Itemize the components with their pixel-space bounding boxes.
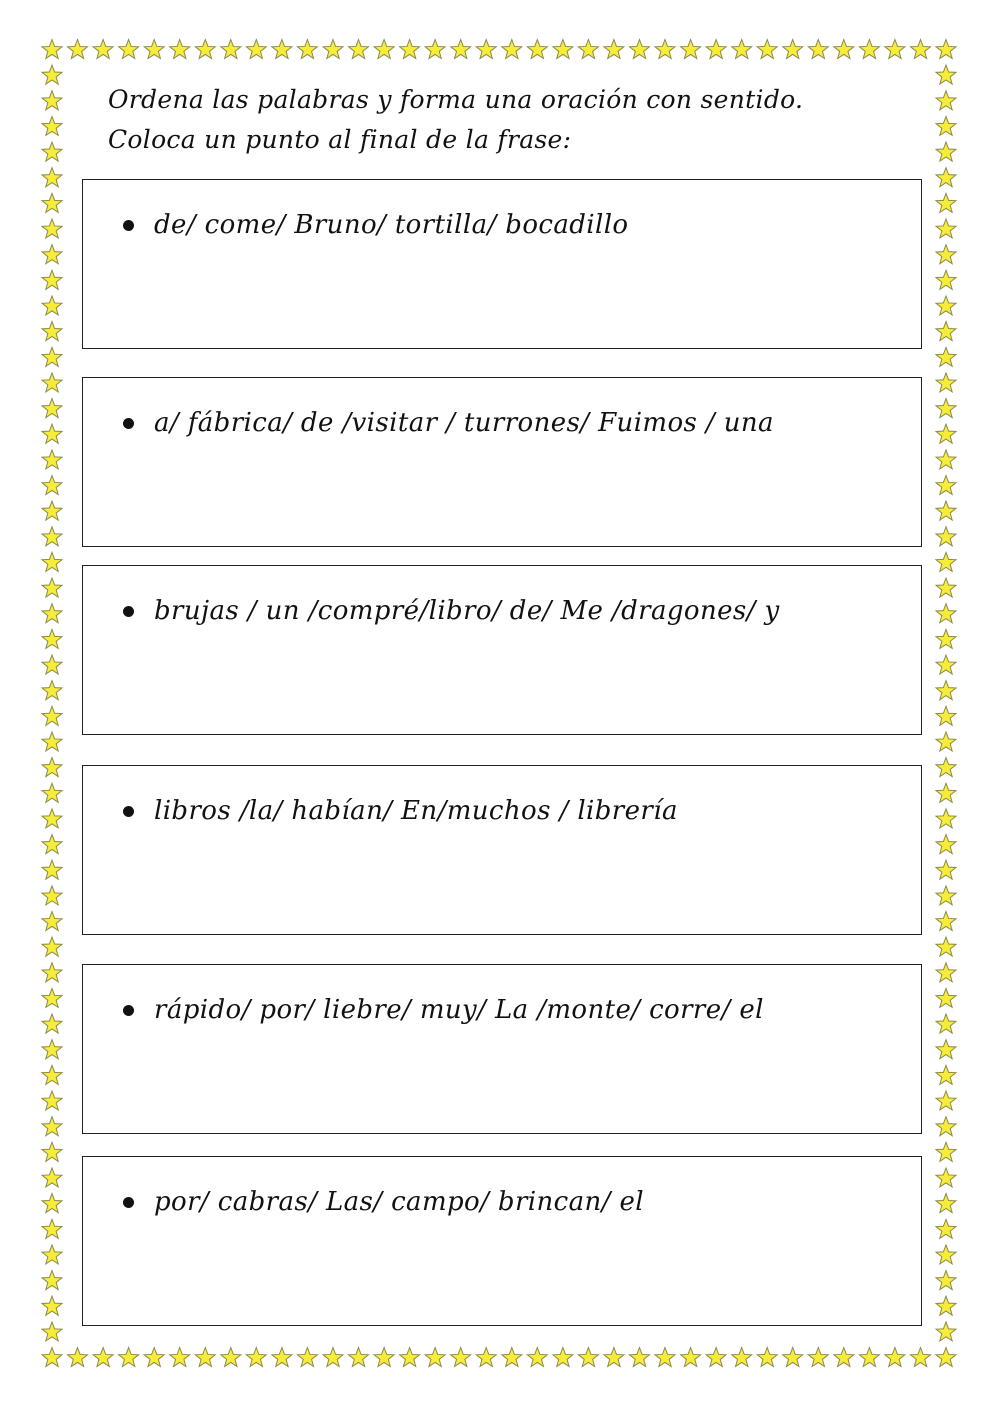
star-icon bbox=[42, 245, 62, 264]
exercise-item bbox=[123, 210, 629, 240]
star-icon bbox=[936, 886, 956, 905]
star-icon bbox=[42, 116, 62, 135]
star-icon bbox=[42, 937, 62, 956]
star-icon bbox=[553, 40, 573, 59]
exercise-item bbox=[123, 995, 764, 1025]
star-icon bbox=[936, 399, 956, 418]
star-icon bbox=[527, 1348, 547, 1367]
star-icon bbox=[323, 1348, 343, 1367]
star-icon bbox=[374, 40, 394, 59]
star-icon bbox=[42, 1296, 62, 1315]
star-icon bbox=[655, 1348, 675, 1367]
star-icon bbox=[732, 1348, 752, 1367]
instructions bbox=[108, 80, 908, 160]
star-icon bbox=[93, 1348, 113, 1367]
star-icon bbox=[936, 988, 956, 1007]
star-icon bbox=[42, 1219, 62, 1238]
star-icon bbox=[42, 219, 62, 238]
star-icon bbox=[936, 450, 956, 469]
star-icon bbox=[706, 1348, 726, 1367]
exercise-item bbox=[123, 408, 774, 438]
star-icon bbox=[42, 783, 62, 802]
exercise-box-5[interactable] bbox=[82, 964, 922, 1134]
star-icon bbox=[42, 1065, 62, 1084]
star-icon bbox=[757, 40, 777, 59]
star-icon bbox=[936, 1245, 956, 1264]
bullet-icon bbox=[123, 1005, 134, 1016]
star-icon bbox=[911, 1348, 931, 1367]
star-icon bbox=[783, 1348, 803, 1367]
star-icon bbox=[272, 40, 292, 59]
bullet-icon bbox=[123, 606, 134, 617]
star-icon bbox=[42, 1322, 62, 1341]
exercise-box-2[interactable] bbox=[82, 377, 922, 547]
star-icon bbox=[42, 1194, 62, 1213]
star-icon bbox=[936, 424, 956, 443]
star-icon bbox=[936, 629, 956, 648]
star-icon bbox=[42, 40, 62, 59]
star-icon bbox=[42, 91, 62, 110]
star-icon bbox=[936, 860, 956, 879]
star-icon bbox=[936, 655, 956, 674]
star-icon bbox=[42, 1245, 62, 1264]
star-icon bbox=[936, 681, 956, 700]
star-icon bbox=[42, 399, 62, 418]
star-icon bbox=[757, 1348, 777, 1367]
exercise-item bbox=[123, 796, 678, 826]
star-icon bbox=[732, 40, 752, 59]
star-icon bbox=[42, 168, 62, 187]
star-icon bbox=[936, 270, 956, 289]
star-icon bbox=[42, 501, 62, 520]
star-icon bbox=[936, 1117, 956, 1136]
star-icon bbox=[808, 40, 828, 59]
star-icon bbox=[936, 552, 956, 571]
star-icon bbox=[42, 758, 62, 777]
star-icon bbox=[604, 40, 624, 59]
scrambled-words: brujas / un /compré/libro/ de/ Me /dragones/ y bbox=[154, 596, 780, 626]
star-icon bbox=[936, 1040, 956, 1059]
star-icon bbox=[144, 40, 164, 59]
exercise-box-6[interactable] bbox=[82, 1156, 922, 1326]
scrambled-words: rápido/ por/ liebre/ muy/ La /monte/ corre/ el bbox=[154, 995, 764, 1025]
star-icon bbox=[476, 1348, 496, 1367]
star-icon bbox=[221, 1348, 241, 1367]
star-icon bbox=[630, 1348, 650, 1367]
star-icon bbox=[195, 1348, 215, 1367]
star-icon bbox=[936, 1142, 956, 1161]
star-icon bbox=[42, 886, 62, 905]
instruction-line-2: Coloca un punto al final de la frase: bbox=[108, 125, 572, 154]
star-icon bbox=[553, 1348, 573, 1367]
star-icon bbox=[655, 40, 675, 59]
star-icon bbox=[425, 40, 445, 59]
star-icon bbox=[630, 40, 650, 59]
star-icon bbox=[834, 40, 854, 59]
star-icon bbox=[936, 732, 956, 751]
star-icon bbox=[936, 758, 956, 777]
star-icon bbox=[885, 40, 905, 59]
star-icon bbox=[195, 40, 215, 59]
star-icon bbox=[936, 604, 956, 623]
star-icon bbox=[578, 40, 598, 59]
star-icon bbox=[706, 40, 726, 59]
star-icon bbox=[246, 1348, 266, 1367]
star-icon bbox=[144, 1348, 164, 1367]
star-icon bbox=[42, 1142, 62, 1161]
scrambled-words: a/ fábrica/ de /visitar / turrones/ Fuimos / una bbox=[154, 408, 774, 438]
star-icon bbox=[936, 296, 956, 315]
star-icon bbox=[42, 1117, 62, 1136]
star-icon bbox=[936, 142, 956, 161]
star-icon bbox=[42, 347, 62, 366]
star-icon bbox=[42, 655, 62, 674]
star-icon bbox=[323, 40, 343, 59]
star-icon bbox=[425, 1348, 445, 1367]
star-icon bbox=[527, 40, 547, 59]
scrambled-words: libros /la/ habían/ En/muchos / librería bbox=[154, 796, 678, 826]
star-icon bbox=[42, 629, 62, 648]
star-icon bbox=[272, 1348, 292, 1367]
star-icon bbox=[68, 1348, 88, 1367]
star-icon bbox=[42, 476, 62, 495]
star-icon bbox=[451, 1348, 471, 1367]
star-icon bbox=[834, 1348, 854, 1367]
star-icon bbox=[349, 1348, 369, 1367]
star-icon bbox=[42, 1014, 62, 1033]
star-icon bbox=[42, 732, 62, 751]
star-icon bbox=[936, 783, 956, 802]
star-icon bbox=[936, 835, 956, 854]
star-icon bbox=[936, 937, 956, 956]
star-icon bbox=[374, 1348, 394, 1367]
star-icon bbox=[119, 40, 139, 59]
star-icon bbox=[936, 1194, 956, 1213]
star-icon bbox=[502, 1348, 522, 1367]
exercise-box-4[interactable] bbox=[82, 765, 922, 935]
star-icon bbox=[42, 988, 62, 1007]
star-icon bbox=[859, 1348, 879, 1367]
star-icon bbox=[936, 322, 956, 341]
star-icon bbox=[42, 527, 62, 546]
star-icon bbox=[578, 1348, 598, 1367]
star-icon bbox=[936, 809, 956, 828]
star-icon bbox=[476, 40, 496, 59]
star-icon bbox=[936, 1091, 956, 1110]
star-icon bbox=[936, 168, 956, 187]
star-icon bbox=[936, 963, 956, 982]
star-icon bbox=[400, 40, 420, 59]
star-icon bbox=[936, 1014, 956, 1033]
star-icon bbox=[42, 270, 62, 289]
star-icon bbox=[42, 1348, 62, 1367]
star-icon bbox=[221, 40, 241, 59]
star-icon bbox=[42, 1091, 62, 1110]
star-icon bbox=[936, 912, 956, 931]
star-icon bbox=[119, 1348, 139, 1367]
star-icon bbox=[42, 681, 62, 700]
star-icon bbox=[42, 296, 62, 315]
star-icon bbox=[502, 40, 522, 59]
star-icon bbox=[936, 476, 956, 495]
star-icon bbox=[936, 219, 956, 238]
star-icon bbox=[936, 706, 956, 725]
star-icon bbox=[42, 322, 62, 341]
exercise-box-1[interactable] bbox=[82, 179, 922, 349]
star-icon bbox=[297, 40, 317, 59]
star-icon bbox=[42, 604, 62, 623]
star-icon bbox=[42, 193, 62, 212]
star-icon bbox=[604, 1348, 624, 1367]
star-icon bbox=[936, 578, 956, 597]
star-icon bbox=[911, 40, 931, 59]
star-icon bbox=[681, 1348, 701, 1367]
exercise-item bbox=[123, 1187, 644, 1217]
star-icon bbox=[93, 40, 113, 59]
scrambled-words: de/ come/ Bruno/ tortilla/ bocadillo bbox=[154, 210, 629, 240]
star-icon bbox=[42, 450, 62, 469]
star-icon bbox=[400, 1348, 420, 1367]
star-icon bbox=[68, 40, 88, 59]
star-icon bbox=[936, 40, 956, 59]
exercise-box-3[interactable] bbox=[82, 565, 922, 735]
star-icon bbox=[42, 1271, 62, 1290]
star-icon bbox=[859, 40, 879, 59]
star-icon bbox=[936, 1271, 956, 1290]
star-icon bbox=[42, 963, 62, 982]
bullet-icon bbox=[123, 1197, 134, 1208]
bullet-icon bbox=[123, 220, 134, 231]
star-icon bbox=[885, 1348, 905, 1367]
star-icon bbox=[42, 809, 62, 828]
star-icon bbox=[42, 424, 62, 443]
star-icon bbox=[42, 835, 62, 854]
star-icon bbox=[936, 91, 956, 110]
star-icon bbox=[936, 245, 956, 264]
star-icon bbox=[936, 1219, 956, 1238]
star-icon bbox=[42, 65, 62, 84]
star-icon bbox=[936, 527, 956, 546]
scrambled-words: por/ cabras/ Las/ campo/ brincan/ el bbox=[154, 1187, 644, 1217]
star-icon bbox=[936, 1168, 956, 1187]
star-icon bbox=[349, 40, 369, 59]
star-icon bbox=[42, 912, 62, 931]
star-icon bbox=[170, 40, 190, 59]
star-icon bbox=[42, 142, 62, 161]
star-icon bbox=[451, 40, 471, 59]
star-icon bbox=[297, 1348, 317, 1367]
star-icon bbox=[936, 373, 956, 392]
star-icon bbox=[936, 65, 956, 84]
star-icon bbox=[42, 1168, 62, 1187]
star-icon bbox=[808, 1348, 828, 1367]
star-icon bbox=[936, 1322, 956, 1341]
bullet-icon bbox=[123, 418, 134, 429]
bullet-icon bbox=[123, 806, 134, 817]
star-icon bbox=[170, 1348, 190, 1367]
star-icon bbox=[936, 116, 956, 135]
star-icon bbox=[42, 706, 62, 725]
star-icon bbox=[246, 40, 266, 59]
star-icon bbox=[936, 1296, 956, 1315]
star-icon bbox=[783, 40, 803, 59]
star-icon bbox=[681, 40, 701, 59]
star-icon bbox=[936, 1348, 956, 1367]
star-icon bbox=[42, 552, 62, 571]
exercise-item bbox=[123, 596, 780, 626]
star-icon bbox=[42, 860, 62, 879]
star-icon bbox=[936, 193, 956, 212]
star-icon bbox=[936, 501, 956, 520]
star-icon bbox=[936, 1065, 956, 1084]
instruction-line-1: Ordena las palabras y forma una oración con sentido. bbox=[108, 85, 804, 114]
star-icon bbox=[42, 1040, 62, 1059]
star-icon bbox=[936, 347, 956, 366]
star-icon bbox=[42, 578, 62, 597]
star-icon bbox=[42, 373, 62, 392]
